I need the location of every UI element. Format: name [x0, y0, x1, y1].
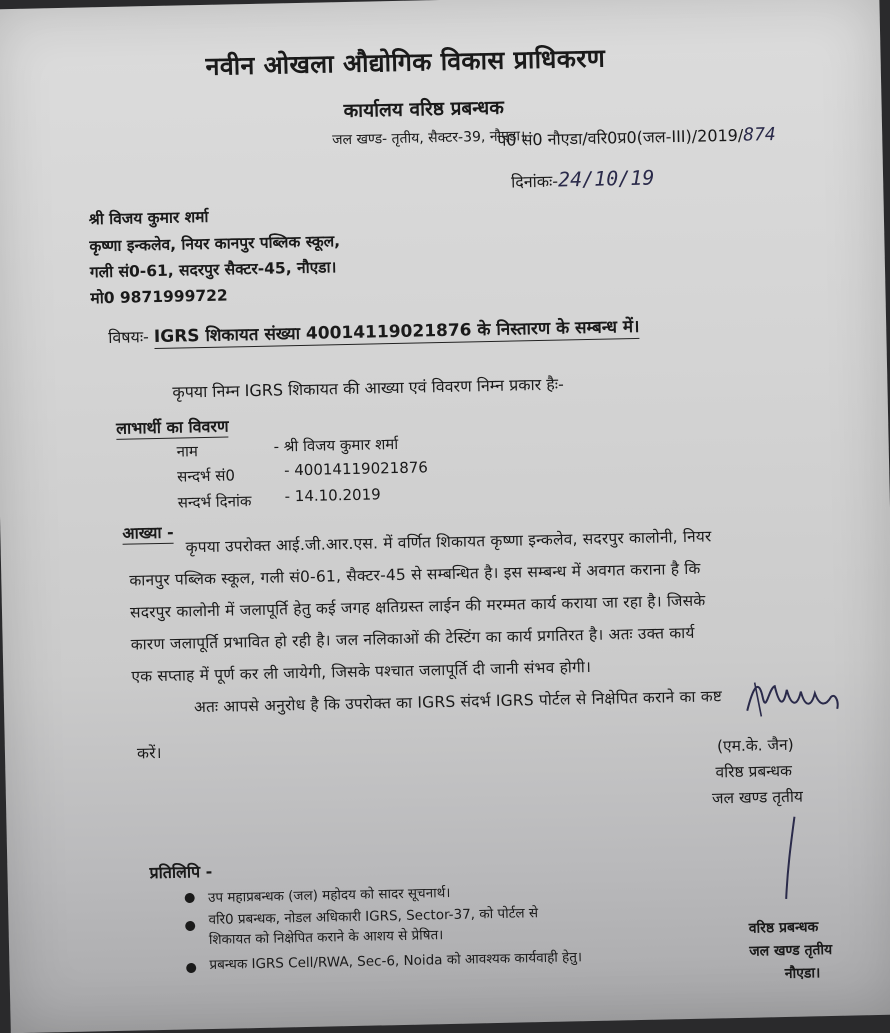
detail-label-reference-no: सन्दर्भ सं0 — [177, 466, 236, 486]
detail-value-reference-date: - 14.10.2019 — [284, 485, 381, 506]
office-title: कार्यालय वरिष्ठ प्रबन्धक — [343, 96, 505, 123]
stamp-signature-scribble — [776, 812, 808, 903]
org-name: नवीन ओखला औद्योगिक विकास प्राधिकरण — [205, 43, 606, 81]
signatory-designation: वरिष्ठ प्रबन्धक — [715, 761, 793, 782]
recipient-address-line1: कृष्णा इन्कलेव, नियर कानपुर पब्लिक स्कूल, — [89, 232, 341, 256]
subject-label: विषयः- — [108, 327, 150, 348]
recipient-mobile: मो0 9871999722 — [90, 286, 228, 308]
copy-item-continuation: शिकायत को निक्षेपित कराने के आशय से प्रेषित। — [208, 927, 444, 949]
reference-prefix: प0 सं0 नौएडा/वरि0प्र0(जल-III)/2019/ — [497, 125, 744, 150]
signatory-division: जल खण्ड तृतीय — [711, 787, 804, 808]
stamp-division: जल खण्ड तृतीय — [749, 941, 833, 960]
report-line: कारण जलापूर्ति प्रभावित हो रही है। जल नलिकाओं की टेस्टिंग का कार्य प्रगतिरत है। अतः उक्त कार्य — [130, 623, 695, 654]
recipient-name: श्री विजय कुमार शर्मा — [88, 207, 209, 229]
report-line: सदरपुर कालोनी में जलापूर्ति हेतु कई जगह क्षतिग्रस्त लाईन की मरम्मत कार्य कराया जा रहा है। जिसके — [129, 591, 706, 622]
subject-text: IGRS शिकायत संख्या 40014119021876 के निस्तारण के सम्बन्ध में। — [153, 316, 640, 348]
report-line: एक सप्ताह में पूर्ण कर ली जायेगी, जिसके पश्चात जलापूर्ति दी जानी संभव होगी। — [131, 657, 592, 686]
bullet-icon: ● — [185, 960, 197, 976]
letter-date — [511, 166, 655, 193]
office-address: जल खण्ड- तृतीय, सैक्टर-39, नौएडा। — [332, 128, 526, 149]
signatory-name: (एम.के. जैन) — [716, 735, 794, 756]
subject-line — [108, 314, 640, 348]
date-handwritten-value: 24/10/19 — [557, 165, 655, 192]
copy-item: उप महाप्रबन्धक (जल) महोदय को सादर सूचनार्थ। — [207, 884, 451, 907]
stamp-city: नौएडा। — [784, 965, 821, 982]
reference-handwritten-number: 874 — [743, 123, 776, 146]
detail-label-reference-date: सन्दर्भ दिनांक — [177, 492, 252, 512]
report-heading: आख्या - — [122, 522, 174, 543]
copy-heading: प्रतिलिपि - — [149, 861, 213, 883]
stamp-designation: वरिष्ठ प्रबन्धक — [748, 919, 819, 937]
reference-number — [497, 123, 776, 151]
bullet-icon: ● — [183, 890, 196, 906]
bullet-icon: ● — [184, 918, 197, 934]
report-line: करें। — [136, 743, 162, 763]
detail-value-reference-no: - 40014119021876 — [283, 458, 429, 480]
intro-text: कृपया निम्न IGRS शिकायत की आख्या एवं विवरण निम्न प्रकार हैः- — [172, 374, 564, 402]
date-label: दिनांकः- — [510, 171, 559, 192]
report-line: कानपुर पब्लिक स्कूल, गली सं0-61, सैक्टर-45 से सम्बन्धित है। इस सम्बन्ध में अवगत कराना है कि — [129, 559, 701, 590]
detail-label-name: नाम — [176, 442, 199, 461]
signature-scribble — [738, 667, 849, 729]
report-line: कृपया उपरोक्त आई.जी.आर.एस. में वर्णित शिकायत कृष्णा इन्कलेव, सदरपुर कालोनी, नियर — [185, 527, 712, 557]
copy-item: वरि0 प्रबन्धक, नोडल अधिकारी IGRS, Sector-37, को पोर्टल से — [208, 905, 539, 929]
beneficiary-heading: लाभार्थी का विवरण — [115, 416, 229, 438]
detail-value-name: - श्री विजय कुमार शर्मा — [273, 434, 399, 456]
report-line: अतः आपसे अनुरोध है कि उपरोक्त का IGRS संदर्भ IGRS पोर्टल से निक्षेपित कराने का कष्ट — [193, 687, 723, 717]
copy-item: प्रबन्धक IGRS Cell/RWA, Sec-6, Noida को आवश्यक कार्यवाही हेतु। — [209, 949, 583, 974]
recipient-address-line2: गली सं0-61, सदरपुर सैक्टर-45, नौएडा। — [89, 258, 337, 282]
